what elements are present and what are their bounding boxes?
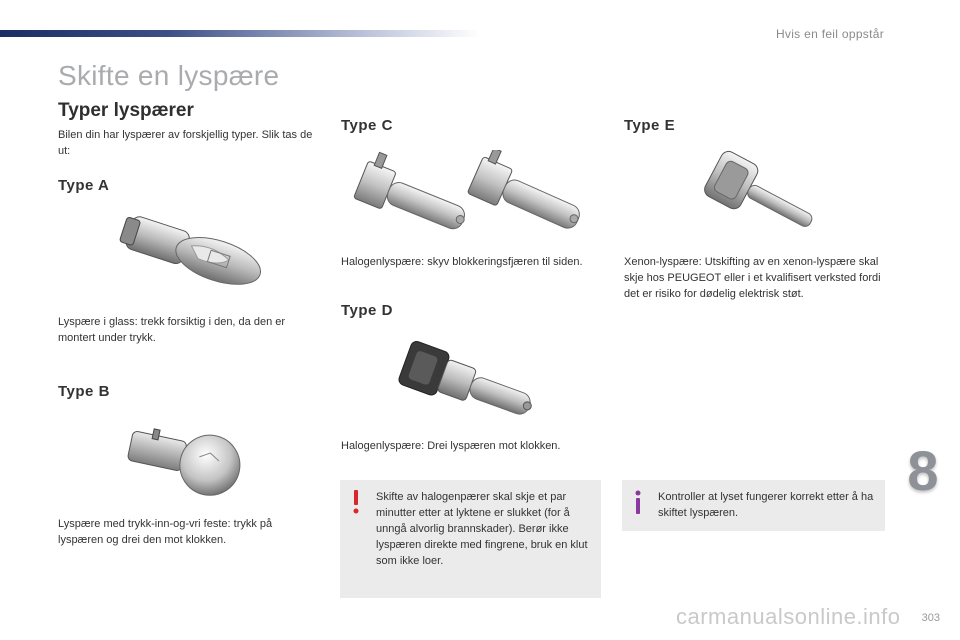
type-e-text: Xenon-lyspære: Utskifting av en xenon-lyspære skal skje hos PEUGEOT eller i et kvalifisert verksted fordi det er risiko for dødelig elektrisk støt. bbox=[624, 256, 881, 300]
info-text: Kontroller at lyset fungerer korrekt etter å ha skiftet lyspæren. bbox=[658, 491, 874, 519]
watermark: carmanualsonline.info bbox=[676, 604, 901, 629]
warning-text: Skifte av halogenpærer skal skje et par minutter etter at lyktene er slukket (for å unngå alvorlig brannskader). Berør ikke lyspæren direkte med fingrene, bruk en klut som ikke loer. bbox=[376, 491, 588, 567]
section-title: Hvis en feil oppstår bbox=[775, 27, 884, 41]
type-d-heading: Type D bbox=[341, 302, 393, 319]
type-a-heading: Type A bbox=[58, 177, 110, 194]
type-b-text: Lyspære med trykk-inn-og-vri feste: trykk på lyspæren og drei den mot klokken. bbox=[58, 518, 273, 546]
type-c-text: Halogenlyspære: skyv blokkeringsfjæren til siden. bbox=[341, 256, 583, 268]
type-b-bulb-image bbox=[118, 422, 253, 502]
warning-exclamation-icon bbox=[352, 490, 360, 514]
type-e-heading: Type E bbox=[624, 117, 676, 134]
page-title: Skifte en lyspære bbox=[58, 60, 280, 91]
intro-text: Bilen din har lyspærer av forskjellig typer. Slik tas de ut: bbox=[58, 129, 313, 157]
type-e-bulb-image bbox=[695, 150, 830, 240]
type-d-bulb-image bbox=[395, 340, 545, 430]
type-a-bulb-image bbox=[110, 212, 270, 302]
page-number: 303 bbox=[921, 612, 940, 624]
chapter-number: 8 bbox=[907, 439, 939, 502]
type-c-bulb-image bbox=[352, 150, 592, 250]
warning-box bbox=[340, 480, 601, 598]
type-b-heading: Type B bbox=[58, 383, 110, 400]
type-a-text: Lyspære i glass: trekk forsiktig i den, da den er montert under trykk. bbox=[58, 316, 286, 344]
type-c-heading: Type C bbox=[341, 117, 393, 134]
intro-heading: Typer lyspærer bbox=[58, 100, 194, 121]
type-d-text: Halogenlyspære: Drei lyspæren mot klokken. bbox=[341, 440, 561, 452]
info-i-icon bbox=[634, 490, 642, 514]
header-accent-bar bbox=[0, 30, 480, 37]
info-box bbox=[622, 480, 885, 531]
